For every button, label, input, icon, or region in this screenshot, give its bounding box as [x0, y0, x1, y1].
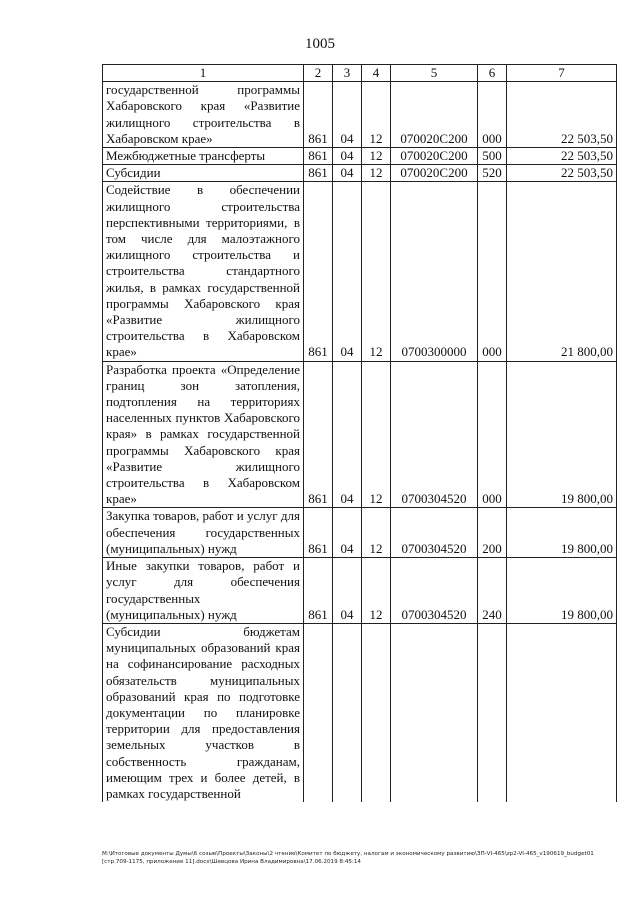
target-article-code: 070020С200: [391, 82, 478, 148]
target-article-code: 070020С200: [391, 148, 478, 165]
subsection-code: 12: [362, 165, 391, 182]
amount: 22 503,50: [507, 148, 617, 165]
amount: 22 503,50: [507, 82, 617, 148]
ministry-code: 861: [304, 558, 333, 624]
column-number: 3: [333, 65, 362, 82]
target-article-code: 0700304520: [391, 361, 478, 508]
amount: 21 800,00: [507, 182, 617, 361]
amount: 22 503,50: [507, 165, 617, 182]
expense-type-code: 000: [478, 82, 507, 148]
document-path-footer: M:\Итоговые документы Думы\6 созыв\Проекты\Законы\2 чтение\Комитет по бюджету, налогам и экономическому развитию\ЗП-VI-465\zp2-VI-465_v190619_budget01 [стр.709-1175, приложение 11].docx\Шевцова Ирина Владимировна\17.06.2019 8:45:14: [102, 851, 594, 865]
section-code: 04: [333, 361, 362, 508]
amount: 19 800,00: [507, 558, 617, 624]
ministry-code: [304, 623, 333, 802]
section-code: 04: [333, 508, 362, 558]
target-article-code: 0700304520: [391, 558, 478, 624]
ministry-code: 861: [304, 508, 333, 558]
subsection-code: 12: [362, 182, 391, 361]
section-code: 04: [333, 165, 362, 182]
expense-type-code: 500: [478, 148, 507, 165]
expense-type-code: 520: [478, 165, 507, 182]
ministry-code: 861: [304, 182, 333, 361]
ministry-code: 861: [304, 82, 333, 148]
row-name: государственной программы Хабаровского края «Развитие жилищного строительства в Хабаровском крае»: [103, 82, 304, 148]
row-name: Содействие в обеспечении жилищного строительства перспективными территориями, в том числе для малоэтажного жилищного строительства и строительства стандартного жилья, в рамках государственной программы Хабаровского края «Развитие жилищного строительства в Хабаровском крае»: [103, 182, 304, 361]
subsection-code: 12: [362, 361, 391, 508]
target-article-code: 070020С200: [391, 165, 478, 182]
column-number: 2: [304, 65, 333, 82]
section-code: 04: [333, 182, 362, 361]
column-number: 6: [478, 65, 507, 82]
table-row: [103, 182, 617, 361]
subsection-code: 12: [362, 508, 391, 558]
table-row: [103, 508, 617, 558]
row-name: Закупка товаров, работ и услуг для обеспечения государственных (муниципальных) нужд: [103, 508, 304, 558]
expense-type-code: 240: [478, 558, 507, 624]
section-code: 04: [333, 148, 362, 165]
section-code: 04: [333, 82, 362, 148]
column-number: 1: [103, 65, 304, 82]
expense-type-code: [478, 623, 507, 802]
amount: 19 800,00: [507, 508, 617, 558]
target-article-code: [391, 623, 478, 802]
expense-type-code: 200: [478, 508, 507, 558]
row-name: Субсидии: [103, 165, 304, 182]
ministry-code: 861: [304, 361, 333, 508]
table-row: [103, 148, 617, 165]
section-code: 04: [333, 558, 362, 624]
table-row: [103, 623, 617, 802]
amount: [507, 623, 617, 802]
column-number: 5: [391, 65, 478, 82]
amount: 19 800,00: [507, 361, 617, 508]
table-row: [103, 82, 617, 148]
section-code: [333, 623, 362, 802]
ministry-code: 861: [304, 165, 333, 182]
target-article-code: 0700300000: [391, 182, 478, 361]
row-name: Межбюджетные трансферты: [103, 148, 304, 165]
subsection-code: 12: [362, 148, 391, 165]
table-row: [103, 558, 617, 624]
row-name: Иные закупки товаров, работ и услуг для обеспечения государственных (муниципальных) нужд: [103, 558, 304, 624]
row-name: Разработка проекта «Определение границ зон затопления, подтопления на территориях населенных пунктов Хабаровского края» в рамках государственной программы Хабаровского края «Развитие жилищного строительства в Хабаровском крае»: [103, 361, 304, 508]
page-number: 1005: [305, 36, 335, 52]
column-number-row: [103, 65, 617, 82]
subsection-code: [362, 623, 391, 802]
table-row: [103, 361, 617, 508]
ministry-code: 861: [304, 148, 333, 165]
column-number: 7: [507, 65, 617, 82]
column-number: 4: [362, 65, 391, 82]
row-name: Субсидии бюджетам муниципальных образований края на софинансирование расходных обязательств муниципальных образований края по подготовке документации по планировке территории для предоставления земельных участков в собственность гражданам, имеющим трех и более детей, в рамках государственной: [103, 623, 304, 802]
expense-type-code: 000: [478, 182, 507, 361]
target-article-code: 0700304520: [391, 508, 478, 558]
table-row: [103, 165, 617, 182]
expense-type-code: 000: [478, 361, 507, 508]
subsection-code: 12: [362, 558, 391, 624]
budget-table: [102, 64, 617, 802]
subsection-code: 12: [362, 82, 391, 148]
